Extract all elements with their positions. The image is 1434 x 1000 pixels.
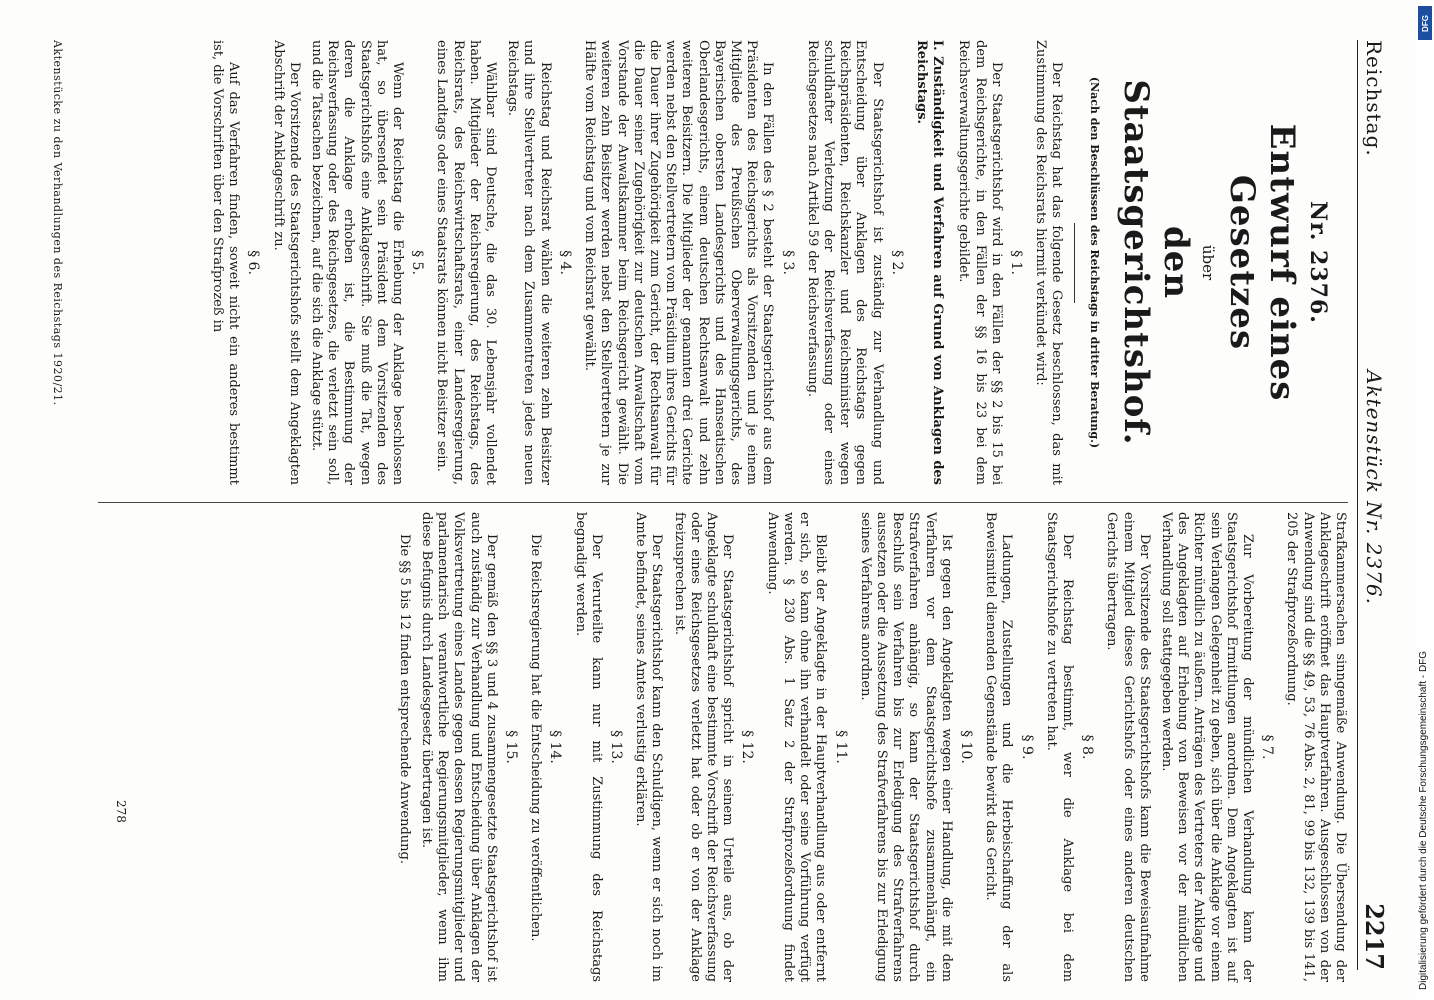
section-title: § 13.: [608, 730, 625, 764]
section-title: § 4.: [556, 250, 573, 275]
section-text: Der Vorsitzende des Staatsgerichtshofs stellt dem Angeklagten Abschrift der Anklageschrift zu.: [270, 40, 302, 485]
section-text: Der Staatsgerichtshof kann den Schuldigen, wenn er sich noch im Amte befindet, seines Amtes verlustig erklären.: [633, 512, 665, 982]
page-number: 2217: [1360, 903, 1389, 970]
section-text: Bleibt der Angeklagte in der Hauptverhandlung aus oder entfernt er sich, so kann ohne ihn verhandelt oder seine Vorführung verfügt werden. § 230 Abs. 1 Satz 2 der Strafprozeßordnung findet Anwendung.: [764, 512, 829, 982]
right-column: [390, 512, 1348, 982]
section-text: In den Fällen des § 2 besteht der Staatsgerichtshof aus dem Präsidenten des Reichsgerichts als Vorsitzenden und je einem Mitgliede des Preußischen Oberverwaltungsgerichts, des Bayerischen obersten Landesgerichts und des Hanseatischen Oberlandesgerichts, einem deutschen Rechtsanwalt und zehn weiteren Beisitzern. Die Mitglieder der genannten drei Gerichte werden nebst den Stellvertretern vom Präsidium ihres Gerichts für die Dauer ihrer Zugehörigkeit zum Gericht, der Rechtsanwalt für die Dauer seiner Zugehörigkeit zur deutschen Anwaltschaft vom Vorstande der Anwaltskammer beim Reichsgericht gewählt. Die weiteren zehn Beisitzer werden nebst den Stellvertretern je zur Hälfte vom Reichstag und vom Reichsrat gewählt.: [582, 40, 776, 485]
section-text: Strafkammersachen sinngemäße Anwendung. Die Übersendung der Anklageschrift eröffnet das Hauptverfahren. Ausgeschlossen von der Anwendung sind die §§ 49, 53, 76 Abs. 2, 81, 99 bis 132, 139 bis 141, 205 der Strafprozeßordnung.: [1284, 512, 1348, 982]
section-text: Der Reichstag bestimmt, wer die Anklage bei dem Staatsgerichtshofe zu vertreten hat.: [1043, 512, 1075, 982]
header-document-number: Aktenstück Nr. 2376.: [1362, 370, 1386, 606]
section-text: Die Reichsregierung hat die Entscheidung zu veröffentlichen.: [528, 534, 544, 942]
sheet-number: 278: [114, 800, 128, 823]
section-text: Wählbar sind Deutsche, die das 30. Lebensjahr vollendet haben. Mitglieder der Reichsregierung, des Reichstags, des Reichsrats, des Reichswirtschaftsrats, einer Landesregierung, eines Landtags oder eines Staatsrats können nicht Beisitzer sein.: [434, 40, 499, 485]
section-title: § 15.: [503, 730, 520, 764]
left-column: [203, 40, 1348, 485]
section-title: § 2.: [888, 250, 905, 275]
section-text: Der Vorsitzende des Staatsgerichtshofs kann die Beweisaufnahme einem Mitglied dieses Gerichtshofs oder eines anderen deutschen Gerichts übertragen.: [1104, 512, 1152, 982]
section-title: § 12.: [739, 730, 756, 764]
section-text: Der Staatsgerichtshof ist zuständig zur Verhandlung und Entscheidung über Anklagen des Reichstags gegen Reichspräsidenten, Reichskanzler und Reichsminister wegen schuldhafter Verletzung der Reichsverfassung oder eines Reichsgesetzes nach Artikel 59 der Reichsverfassung.: [804, 40, 885, 485]
header-publication: Reichstag.: [1362, 40, 1386, 157]
section-text: Der Verurteilte kann nur mit Zustimmung des Reichstags begnadigt werden.: [572, 512, 604, 982]
title-line2: den Staatsgerichtshof.: [1115, 79, 1196, 446]
page-header: [1357, 40, 1398, 970]
section-title: § 3.: [779, 250, 796, 275]
section-text: Der gemäß den §§ 3 und 4 zusammengesetzte Staatsgerichtshof ist auch zuständig zur Verhandlung und Entscheidung über Anklagen der Volksvertretung eines Landes gegen dessen Regierungsmitglieder und parlamentarisch verantwortliche Regierungsmitglieder, wenn ihm diese Befugnis durch Landesgesetz übertragen ist.: [419, 512, 499, 982]
section-text: Ist gegen den Angeklagten wegen einer Handlung, die mit dem Verfahren vor dem Staatsgerichtshofe zusammenhängt, ein Strafverfahren anhängig, so kann der Staatsgerichtshof durch Beschluß sein Verfahren bis zur Erledigung des Strafverfahrens aussetzen oder die Aussetzung des Strafverfahrens bis zur Erledigung seines Verfahrens anordnen.: [857, 512, 954, 982]
section-title: § 10.: [957, 730, 974, 764]
dfg-logo: DFG: [1418, 6, 1432, 40]
section-title: § 8.: [1079, 734, 1096, 760]
section-text: Ladungen, Zustellungen und die Herbeischaffung der als Beweismittel dienenden Gegenstände bewirkt das Gericht.: [983, 512, 1015, 982]
chapter-heading: I. Zuständigkeit und Verfahren auf Grund von Anklagen des Reichstags.: [913, 40, 946, 485]
page-footer: Aktenstücke zu den Verhandlungen des Reichstags 1920/21.: [51, 40, 64, 406]
section-text: Der Staatsgerichtshof wird in den Fällen der §§ 2 bis 15 bei dem Reichsgerichte, in den Fällen der §§ 16 bis 23 bei dem Reichsverwaltungsgerichte gebildet.: [956, 40, 1004, 485]
intro-paragraph: Der Reichstag hat das folgende Gesetz beschlossen, das mit Zustimmung des Reichsrats hiermit verkündet wird:: [1033, 40, 1065, 485]
edition-note: (Nach den Beschlüssen des Reichstags in dritter Beratung.): [1087, 76, 1101, 449]
document-number: Nr. 2376.: [1305, 201, 1331, 324]
section-title: § 14.: [547, 730, 564, 764]
section-text: Der Staatsgerichtshof spricht in seinem Urteile aus, ob der Angeklagte schuldhaft eine bestimmte Vorschrift der Reichsverfassung oder eines Reichsgesetzes verletzt hat oder ob er von der Anklage freizusprechen ist.: [671, 512, 736, 982]
title-ueber: über: [1198, 244, 1217, 281]
title-line1: Entwurf eines Gesetzes: [1221, 123, 1302, 402]
section-title: § 1.: [1007, 250, 1024, 275]
section-text: Wenn der Reichstag die Erhebung der Anklage beschlossen hat, so übersendet sein Präsident dem Vorsitzenden des Staatsgerichtshofs eine Anklageschrift. Sie muß die Tat, wegen deren die Anklage erhoben ist, die Bestimmung der Reichsverfassung oder des Reichsgesetzes, die verletzt sein soll, und die Tatsachen bezeichnen, auf die sich die Anklage stützt.: [309, 40, 406, 485]
column-divider: [98, 502, 1348, 503]
section-title: § 11.: [832, 730, 849, 764]
section-text: Zur Vorbereitung der mündlichen Verhandlung kann der Staatsgerichtshof Ermittlungen anordnen. Dem Angeklagten ist auf sein Verlangen Gelegenheit zu geben, sich über die Anklage vor einem Richter mündlich zu äußern. Anträgen des Vertreters der Anklage und des Angeklagten auf Erhebung von Beweisen vor der mündlichen Verhandlung soll stattgegeben werden.: [1158, 512, 1255, 982]
section-title: § 5.: [409, 250, 426, 275]
section-text: Reichstag und Reichsrat wählen die weiteren zehn Beisitzer und ihre Stellvertreter nach dem Zusammentreten jedes neuen Reichstags.: [505, 40, 553, 485]
section-text: Auf das Verfahren finden, soweit nicht ein anderes bestimmt ist, die Vorschriften über den Strafprozeß in: [210, 40, 242, 485]
section-title: § 9.: [1018, 734, 1035, 760]
section-title: § 6.: [245, 250, 262, 275]
divider-rule: [1074, 223, 1075, 303]
section-text: Die §§ 5 bis 12 finden entsprechende Anwendung.: [396, 534, 412, 864]
digitization-credit: Digitalisierung gefördert durch die Deutsche Forschungsgemeinschaft - DFG: [1418, 650, 1429, 990]
section-title: § 7.: [1259, 734, 1276, 760]
